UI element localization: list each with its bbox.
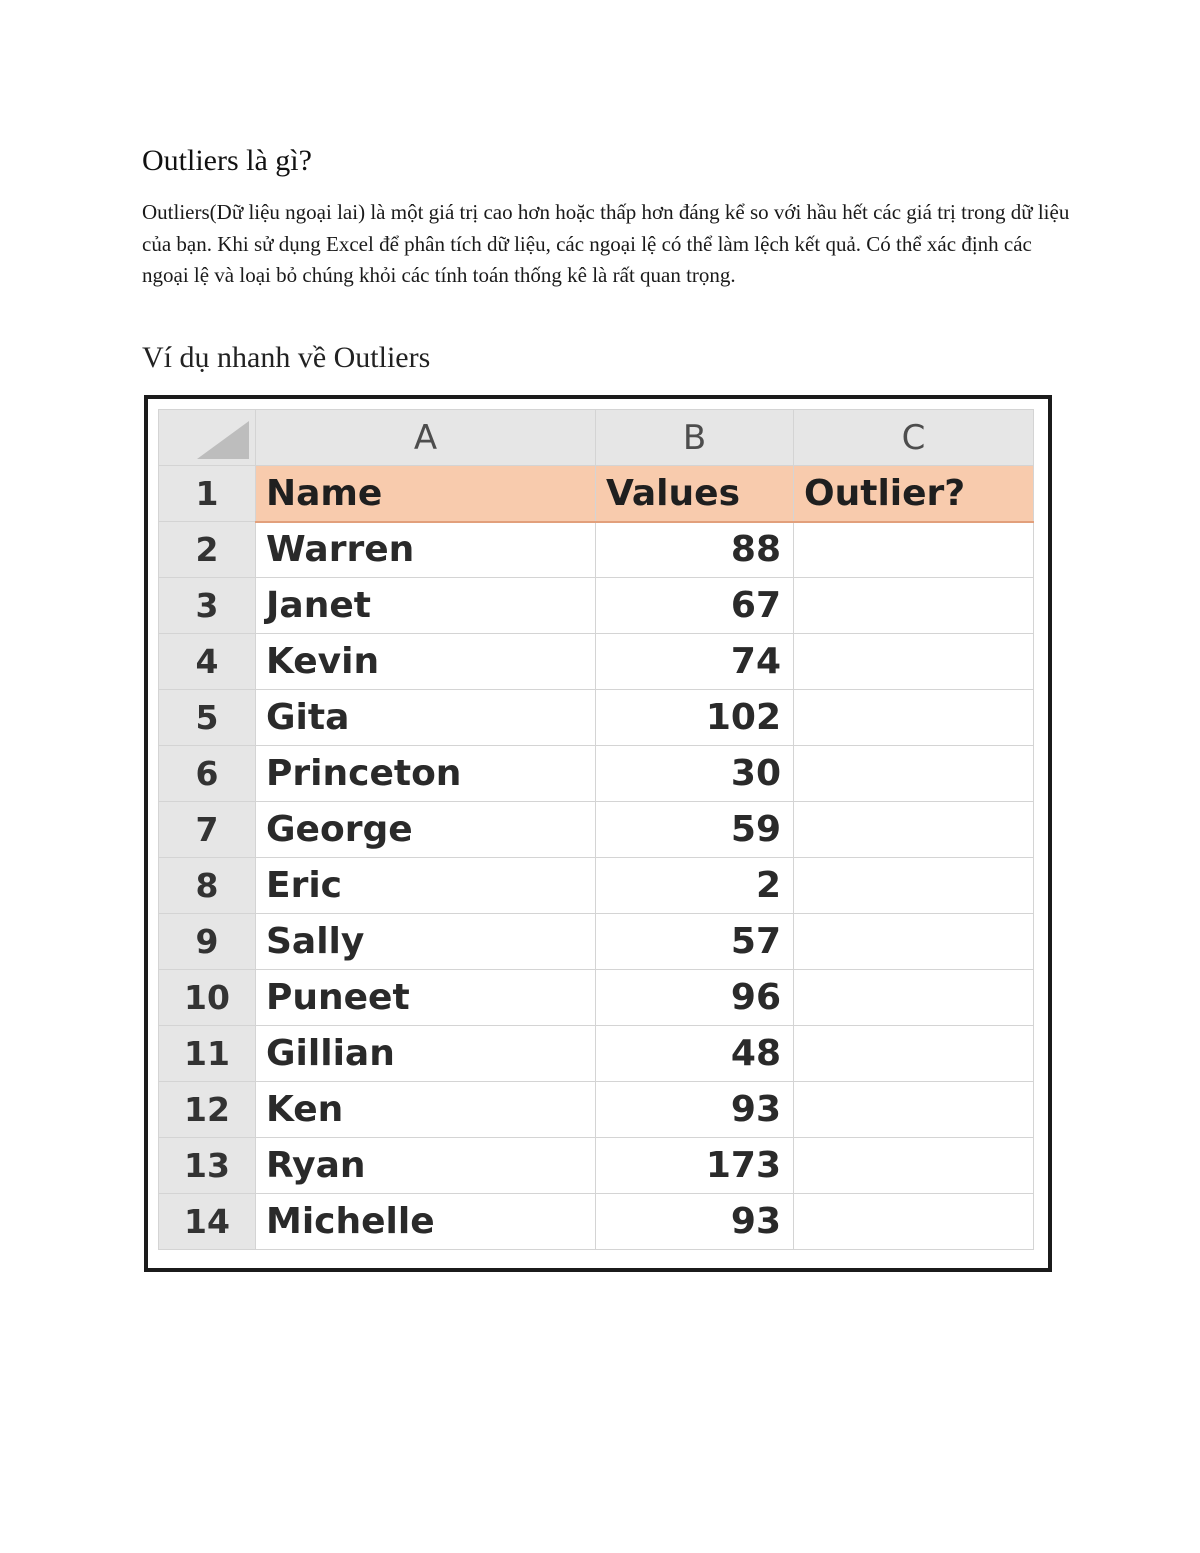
cell-name[interactable]: Ken bbox=[256, 1082, 596, 1138]
row-number[interactable]: 10 bbox=[159, 970, 256, 1026]
row-number[interactable]: 9 bbox=[159, 914, 256, 970]
table-row bbox=[159, 1194, 1034, 1250]
row-number[interactable]: 12 bbox=[159, 1082, 256, 1138]
row-number[interactable]: 3 bbox=[159, 578, 256, 634]
row-number[interactable]: 6 bbox=[159, 746, 256, 802]
cell-name[interactable]: Gita bbox=[256, 690, 596, 746]
row-number[interactable]: 11 bbox=[159, 1026, 256, 1082]
cell-name[interactable]: Warren bbox=[256, 522, 596, 578]
column-header-c[interactable]: C bbox=[794, 410, 1034, 466]
cell-outlier[interactable] bbox=[794, 634, 1034, 690]
cell-outlier[interactable] bbox=[794, 1138, 1034, 1194]
cell-name[interactable]: Gillian bbox=[256, 1026, 596, 1082]
column-header-row bbox=[159, 410, 1034, 466]
cell-header-values[interactable]: Values bbox=[596, 466, 794, 522]
cell-value[interactable]: 173 bbox=[596, 1138, 794, 1194]
cell-name[interactable]: Ryan bbox=[256, 1138, 596, 1194]
row-number[interactable]: 2 bbox=[159, 522, 256, 578]
column-header-b[interactable]: B bbox=[596, 410, 794, 466]
cell-outlier[interactable] bbox=[794, 914, 1034, 970]
cell-value[interactable]: 102 bbox=[596, 690, 794, 746]
cell-outlier[interactable] bbox=[794, 970, 1034, 1026]
cell-outlier[interactable] bbox=[794, 1026, 1034, 1082]
cell-outlier[interactable] bbox=[794, 746, 1034, 802]
row-number[interactable]: 13 bbox=[159, 1138, 256, 1194]
cell-outlier[interactable] bbox=[794, 1082, 1034, 1138]
cell-name[interactable]: Princeton bbox=[256, 746, 596, 802]
row-number[interactable]: 4 bbox=[159, 634, 256, 690]
cell-value[interactable]: 93 bbox=[596, 1194, 794, 1250]
cell-value[interactable]: 67 bbox=[596, 578, 794, 634]
cell-value[interactable]: 59 bbox=[596, 802, 794, 858]
cell-name[interactable]: Sally bbox=[256, 914, 596, 970]
table-row bbox=[159, 578, 1034, 634]
table-row bbox=[159, 690, 1034, 746]
table-row bbox=[159, 1082, 1034, 1138]
table-row bbox=[159, 914, 1034, 970]
table-row bbox=[159, 1138, 1034, 1194]
cell-outlier[interactable] bbox=[794, 1194, 1034, 1250]
table-row bbox=[159, 970, 1034, 1026]
section-heading: Ví dụ nhanh về Outliers bbox=[142, 341, 431, 374]
row-number[interactable]: 8 bbox=[159, 858, 256, 914]
table-row bbox=[159, 802, 1034, 858]
cell-name[interactable]: George bbox=[256, 802, 596, 858]
cell-name[interactable]: Michelle bbox=[256, 1194, 596, 1250]
cell-name[interactable]: Kevin bbox=[256, 634, 596, 690]
page-title: Outliers là gì? bbox=[142, 144, 312, 177]
table-row bbox=[159, 1026, 1034, 1082]
select-all-corner[interactable] bbox=[159, 410, 256, 466]
cell-value[interactable]: 48 bbox=[596, 1026, 794, 1082]
cell-name[interactable]: Eric bbox=[256, 858, 596, 914]
cell-outlier[interactable] bbox=[794, 858, 1034, 914]
select-all-triangle-icon bbox=[197, 421, 249, 459]
table-row bbox=[159, 746, 1034, 802]
cell-header-outlier[interactable]: Outlier? bbox=[794, 466, 1034, 522]
cell-value[interactable]: 57 bbox=[596, 914, 794, 970]
cell-name[interactable]: Puneet bbox=[256, 970, 596, 1026]
table-row bbox=[159, 522, 1034, 578]
cell-name[interactable]: Janet bbox=[256, 578, 596, 634]
cell-header-name[interactable]: Name bbox=[256, 466, 596, 522]
table-row bbox=[159, 858, 1034, 914]
row-number[interactable]: 5 bbox=[159, 690, 256, 746]
table-row bbox=[159, 634, 1034, 690]
cell-value[interactable]: 88 bbox=[596, 522, 794, 578]
cell-value[interactable]: 2 bbox=[596, 858, 794, 914]
table-header-row bbox=[159, 466, 1034, 522]
row-number[interactable]: 14 bbox=[159, 1194, 256, 1250]
row-number[interactable]: 1 bbox=[159, 466, 256, 522]
body-paragraph: Outliers(Dữ liệu ngoại lai) là một giá trị cao hơn hoặc thấp hơn đáng kể so với hầu hết các giá trị trong dữ liệu của bạn. Khi sử dụng Excel để phân tích dữ liệu, các ngoại lệ có thể làm lệch kết quả. Có thể xác định các ngoại lệ và loại bỏ chúng khỏi các tính toán thống kê là rất quan trọng. bbox=[142, 200, 1070, 287]
cell-outlier[interactable] bbox=[794, 522, 1034, 578]
row-number[interactable]: 7 bbox=[159, 802, 256, 858]
cell-outlier[interactable] bbox=[794, 690, 1034, 746]
cell-outlier[interactable] bbox=[794, 578, 1034, 634]
spreadsheet-screenshot bbox=[144, 395, 1052, 1272]
cell-outlier[interactable] bbox=[794, 802, 1034, 858]
cell-value[interactable]: 30 bbox=[596, 746, 794, 802]
cell-value[interactable]: 96 bbox=[596, 970, 794, 1026]
cell-value[interactable]: 74 bbox=[596, 634, 794, 690]
column-header-a[interactable]: A bbox=[256, 410, 596, 466]
cell-value[interactable]: 93 bbox=[596, 1082, 794, 1138]
spreadsheet-grid bbox=[158, 409, 1034, 1250]
